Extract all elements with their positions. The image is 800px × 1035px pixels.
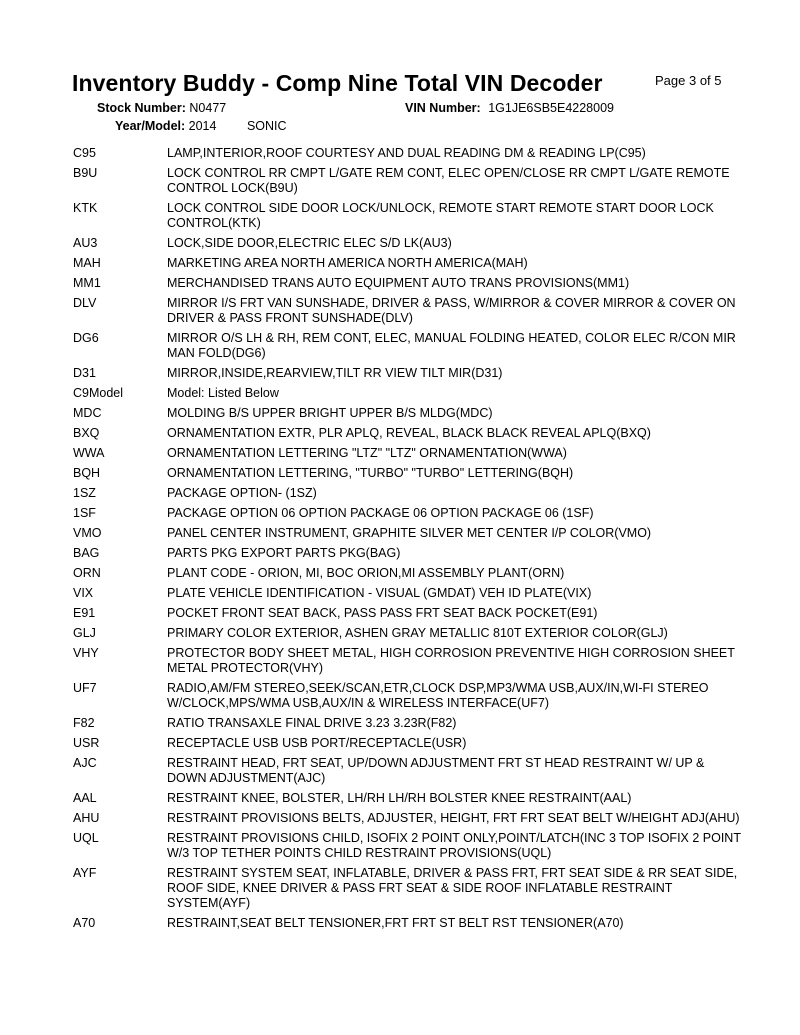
option-description: RESTRAINT KNEE, BOLSTER, LH/RH LH/RH BOLSTER KNEE RESTRAINT(AAL) <box>167 791 632 805</box>
list-item <box>73 276 743 291</box>
option-code: ORN <box>73 566 101 580</box>
option-code: VMO <box>73 526 102 540</box>
option-code: DLV <box>73 296 97 310</box>
list-item <box>73 916 743 931</box>
option-code-list <box>73 146 743 936</box>
list-item <box>73 366 743 381</box>
option-description: MIRROR,INSIDE,REARVIEW,TILT RR VIEW TILT MIR(D31) <box>167 366 503 380</box>
option-description: ORNAMENTATION LETTERING "LTZ" "LTZ" ORNAMENTATION(WWA) <box>167 446 567 460</box>
list-item <box>73 446 743 461</box>
list-item <box>73 166 743 196</box>
option-description: LOCK CONTROL RR CMPT L/GATE REM CONT, ELEC OPEN/CLOSE RR CMPT L/GATE REMOTE CONTROL LOCK(B9U) <box>167 166 730 195</box>
option-code: BQH <box>73 466 101 480</box>
option-description: ORNAMENTATION LETTERING, "TURBO" "TURBO" LETTERING(BQH) <box>167 466 574 480</box>
list-item <box>73 466 743 481</box>
option-code: KTK <box>73 201 98 215</box>
option-code: AU3 <box>73 236 98 250</box>
list-item <box>73 626 743 641</box>
option-code: BXQ <box>73 426 100 440</box>
option-description: PACKAGE OPTION 06 OPTION PACKAGE 06 OPTION PACKAGE 06 (1SF) <box>167 506 594 520</box>
vin-number-label: VIN Number: <box>405 101 481 115</box>
list-item <box>73 331 743 361</box>
option-description: MIRROR I/S FRT VAN SUNSHADE, DRIVER & PASS, W/MIRROR & COVER MIRROR & COVER ON DRIVER & PASS FRONT SUNSHADE(DLV) <box>167 296 736 325</box>
list-item <box>73 866 743 911</box>
year-model-field <box>115 119 287 133</box>
list-item <box>73 791 743 806</box>
option-code: VHY <box>73 646 99 660</box>
option-description: MIRROR O/S LH & RH, REM CONT, ELEC, MANUAL FOLDING HEATED, COLOR ELEC R/CON MIR MAN FOLD(DG6) <box>167 331 736 360</box>
option-description: RECEPTACLE USB USB PORT/RECEPTACLE(USR) <box>167 736 467 750</box>
list-item <box>73 831 743 861</box>
option-description: PRIMARY COLOR EXTERIOR, ASHEN GRAY METALLIC 810T EXTERIOR COLOR(GLJ) <box>167 626 668 640</box>
option-code: DG6 <box>73 331 99 345</box>
vin-number-field <box>405 101 614 115</box>
option-code: 1SZ <box>73 486 96 500</box>
option-code: B9U <box>73 166 98 180</box>
list-item <box>73 811 743 826</box>
stock-number-value: N0477 <box>189 101 227 115</box>
list-item <box>73 586 743 601</box>
option-description: Model: Listed Below <box>167 386 279 400</box>
option-code: F82 <box>73 716 95 730</box>
list-item <box>73 566 743 581</box>
list-item <box>73 146 743 161</box>
option-description: PACKAGE OPTION- (1SZ) <box>167 486 317 500</box>
option-code: BAG <box>73 546 100 560</box>
list-item <box>73 646 743 676</box>
option-code: MM1 <box>73 276 101 290</box>
option-description: LOCK CONTROL SIDE DOOR LOCK/UNLOCK, REMOTE START REMOTE START DOOR LOCK CONTROL(KTK) <box>167 201 714 230</box>
option-description: RESTRAINT SYSTEM SEAT, INFLATABLE, DRIVER & PASS FRT, FRT SEAT SIDE & RR SEAT SIDE, ROOF SIDE, KNEE DRIVER & PASS FRT SEAT & SIDE ROOF INFLATABLE RESTRAINT SYSTEM(AYF) <box>167 866 738 910</box>
list-item <box>73 606 743 621</box>
option-description: RESTRAINT,SEAT BELT TENSIONER,FRT FRT ST BELT RST TENSIONER(A70) <box>167 916 624 930</box>
list-item <box>73 526 743 541</box>
option-description: PARTS PKG EXPORT PARTS PKG(BAG) <box>167 546 401 560</box>
option-code: MAH <box>73 256 101 270</box>
option-description: POCKET FRONT SEAT BACK, PASS PASS FRT SEAT BACK POCKET(E91) <box>167 606 598 620</box>
option-code: 1SF <box>73 506 96 520</box>
list-item <box>73 486 743 501</box>
list-item <box>73 296 743 326</box>
option-description: PROTECTOR BODY SHEET METAL, HIGH CORROSION PREVENTIVE HIGH CORROSION SHEET METAL PROTECTOR(VHY) <box>167 646 735 675</box>
option-description: RESTRAINT PROVISIONS BELTS, ADJUSTER, HEIGHT, FRT FRT SEAT BELT W/HEIGHT ADJ(AHU) <box>167 811 740 825</box>
option-code: E91 <box>73 606 96 620</box>
option-code: AAL <box>73 791 97 805</box>
option-code: AJC <box>73 756 97 770</box>
year-model-label: Year/Model: <box>115 119 186 133</box>
list-item <box>73 681 743 711</box>
option-code: USR <box>73 736 100 750</box>
list-item <box>73 256 743 271</box>
list-item <box>73 546 743 561</box>
stock-number-label: Stock Number: <box>97 101 186 115</box>
option-description: MERCHANDISED TRANS AUTO EQUIPMENT AUTO TRANS PROVISIONS(MM1) <box>167 276 630 290</box>
list-item <box>73 236 743 251</box>
list-item <box>73 201 743 231</box>
option-code: A70 <box>73 916 96 930</box>
list-item <box>73 406 743 421</box>
model-value: SONIC <box>246 119 287 133</box>
option-code: D31 <box>73 366 96 380</box>
option-code: AHU <box>73 811 100 825</box>
option-code: UQL <box>73 831 99 845</box>
option-code: GLJ <box>73 626 96 640</box>
option-description: LAMP,INTERIOR,ROOF COURTESY AND DUAL READING DM & READING LP(C95) <box>167 146 646 160</box>
document-title: Inventory Buddy - Comp Nine Total VIN Decoder <box>72 70 603 96</box>
option-description: PLANT CODE - ORION, MI, BOC ORION,MI ASSEMBLY PLANT(ORN) <box>167 566 565 580</box>
option-description: ORNAMENTATION EXTR, PLR APLQ, REVEAL, BLACK BLACK REVEAL APLQ(BXQ) <box>167 426 651 440</box>
option-code: AYF <box>73 866 97 880</box>
option-code: C95 <box>73 146 96 160</box>
list-item <box>73 716 743 731</box>
option-code: C9Model <box>73 386 124 400</box>
year-value: 2014 <box>188 119 217 133</box>
stock-number-field <box>97 101 226 115</box>
list-item <box>73 506 743 521</box>
page-number: Page 3 of 5 <box>655 73 722 88</box>
option-code: MDC <box>73 406 102 420</box>
list-item <box>73 736 743 751</box>
vin-number-value: 1G1JE6SB5E4228009 <box>488 101 614 115</box>
option-description: MOLDING B/S UPPER BRIGHT UPPER B/S MLDG(MDC) <box>167 406 493 420</box>
option-description: RESTRAINT HEAD, FRT SEAT, UP/DOWN ADJUSTMENT FRT ST HEAD RESTRAINT W/ UP & DOWN ADJUSTMENT(AJC) <box>167 756 705 785</box>
option-description: RADIO,AM/FM STEREO,SEEK/SCAN,ETR,CLOCK DSP,MP3/WMA USB,AUX/IN,WI-FI STEREO W/CLOCK,MPS/WMA USB,AUX/IN & WIRELESS INTERFACE(UF7) <box>167 681 709 710</box>
list-item <box>73 386 743 401</box>
option-description: PLATE VEHICLE IDENTIFICATION - VISUAL (GMDAT) VEH ID PLATE(VIX) <box>167 586 592 600</box>
option-code: VIX <box>73 586 94 600</box>
list-item <box>73 426 743 441</box>
option-code: WWA <box>73 446 105 460</box>
option-description: RATIO TRANSAXLE FINAL DRIVE 3.23 3.23R(F82) <box>167 716 457 730</box>
option-description: LOCK,SIDE DOOR,ELECTRIC ELEC S/D LK(AU3) <box>167 236 452 250</box>
option-code: UF7 <box>73 681 97 695</box>
list-item <box>73 756 743 786</box>
option-description: RESTRAINT PROVISIONS CHILD, ISOFIX 2 POINT ONLY,POINT/LATCH(INC 3 TOP ISOFIX 2 POINT W/3 TOP TETHER POINTS CHILD RESTRAINT PROVISIONS(UQL) <box>167 831 741 860</box>
option-description: MARKETING AREA NORTH AMERICA NORTH AMERICA(MAH) <box>167 256 528 270</box>
option-description: PANEL CENTER INSTRUMENT, GRAPHITE SILVER MET CENTER I/P COLOR(VMO) <box>167 526 652 540</box>
